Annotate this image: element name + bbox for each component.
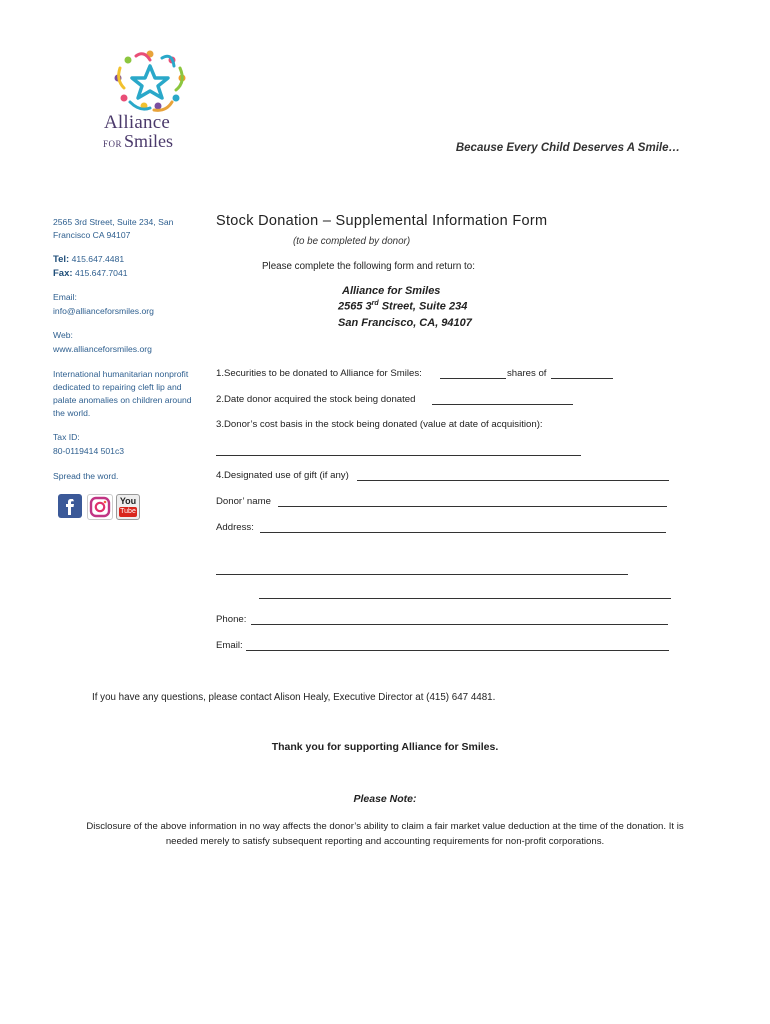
securities-name-field[interactable] [551, 378, 613, 379]
question-cost-basis: 3.Donor’s cost basis in the stock being donated (value at date of acquisition): [216, 419, 543, 430]
logo-text-for-smiles [103, 131, 173, 152]
form-title: Stock Donation – Supplemental Information Form [216, 213, 548, 229]
designated-use-field[interactable] [357, 480, 669, 481]
return-city: San Francisco, CA, 94107 [338, 317, 472, 329]
address-field-line3[interactable] [259, 598, 671, 599]
fax-value: 415.647.7041 [74, 268, 128, 278]
question-designated-use: 4.Designated use of gift (if any) [216, 470, 349, 481]
email-label: Email: [53, 292, 77, 302]
question-securities [216, 368, 422, 379]
logo-text-alliance: Alliance [104, 112, 170, 133]
disclosure-text: Disclosure of the above information in no way affects the donor’s ability to claim a fair market value deduction at the time of the donation. It is needed merely to satisfy subsequent reporting and accounting requirements for non-profit corporations. [86, 821, 684, 847]
phone-label: Phone: [216, 614, 247, 625]
address-label: Address: [216, 522, 254, 533]
email-field-label: Email: [216, 640, 243, 651]
shares-count-field[interactable] [440, 378, 506, 379]
question-securities-label: 1.Securities to be donated to Alliance for Smiles: [216, 368, 422, 379]
donor-name-field[interactable] [278, 506, 667, 507]
sidebar-address: 2565 3rd Street, Suite 234, San Francisco CA 94107 [53, 217, 174, 240]
form-instruction: Please complete the following form and return to: [262, 261, 475, 272]
email-link[interactable]: info@allianceforsmiles.org [53, 306, 154, 316]
phone-field[interactable] [251, 624, 668, 625]
web-label: Web: [53, 330, 73, 340]
facebook-icon[interactable] [58, 494, 82, 518]
tel-label: Tel: [53, 254, 70, 265]
return-street-suffix: rd [371, 300, 379, 307]
donor-name-label: Donor’ name [216, 496, 271, 507]
thank-you-line: Thank you for supporting Alliance for Smiles. [271, 741, 499, 753]
tel-value[interactable]: 415.647.4481 [71, 254, 125, 264]
sidebar-tel [53, 253, 203, 266]
return-street-number: 2565 3 [338, 300, 372, 313]
please-note-heading: Please Note: [353, 793, 417, 805]
logo-text-smiles: Smiles [124, 131, 174, 151]
address-field-line2[interactable] [216, 574, 628, 575]
shares-of-label: shares of [507, 368, 547, 379]
tagline: Because Every Child Deserves A Smile… [455, 142, 680, 154]
spread-the-word: Spread the word. [53, 471, 119, 481]
form-subtitle: (to be completed by donor) [293, 236, 411, 247]
return-name: Alliance for Smiles [342, 285, 441, 297]
return-street [338, 300, 467, 313]
cost-basis-field[interactable] [216, 455, 581, 456]
taxid-value: 80-0119414 501c3 [53, 446, 125, 456]
fax-label: Fax: [53, 268, 73, 279]
web-link[interactable]: www.allianceforsmiles.org [53, 344, 152, 354]
email-field[interactable] [246, 650, 669, 651]
instagram-icon[interactable] [87, 494, 113, 520]
mission-statement: International humanitarian nonprofit dedicated to repairing cleft lip and palate anomalies on children around the world. [53, 369, 192, 418]
address-field-line1[interactable] [260, 532, 666, 533]
logo-text-for: FOR [103, 139, 123, 149]
return-street-rest: Street, Suite 234 [378, 300, 468, 313]
sidebar-fax [53, 267, 203, 280]
question-date-acquired: 2.Date donor acquired the stock being donated [216, 394, 416, 405]
taxid-label: Tax ID: [53, 432, 80, 442]
date-acquired-field[interactable] [432, 404, 573, 405]
youtube-text-tube: Tube [120, 508, 136, 515]
youtube-icon[interactable] [116, 494, 140, 520]
youtube-text-you: You [119, 496, 137, 506]
contact-line: If you have any questions, please contact Alison Healy, Executive Director at (415) 647 4481. [92, 692, 496, 703]
